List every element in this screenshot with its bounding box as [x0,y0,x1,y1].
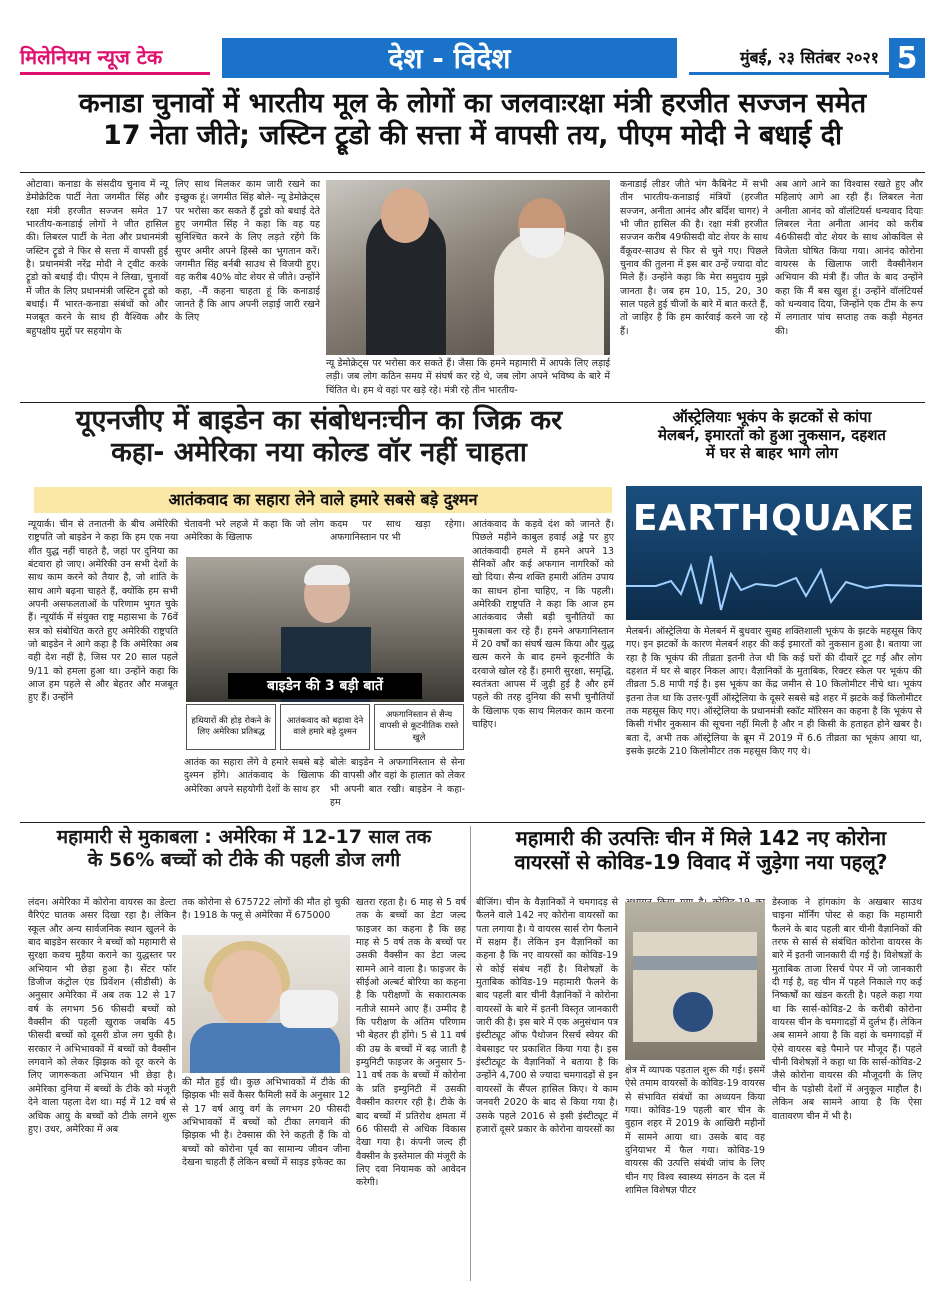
biden-point: आतंकवाद को बढ़ावा देने वाले हमारे बड़े दुश्मन [280,704,370,750]
divider [20,822,925,823]
story2-col2: चेतावनी भरे लहजे में कहा कि जो लोग अमेरिका के खिलाफ [184,519,324,544]
story2-subhead: आतंकवाद का सहारा लेने वाले हमारे सबसे बड़े दुश्मन [34,487,612,513]
section-title: देश - विदेश [222,38,677,78]
brand-name: मिलेनियम न्यूज टेक [20,41,210,75]
divider [20,172,925,173]
biden-point: अफगानिस्तान से सैन्य वापसी से कूटनीतिक रास्ते खुले [374,704,464,750]
story3-body: मेलबर्न। ऑस्ट्रेलिया के मेलबर्न में बुधवार सुबह शक्तिशाली भूकंप के झटके महसूस किए गए। इन झटकों के कारण मेलबर्न शहर की कई इमारतों को नुकसान हुआ है। बताया जा रहा है कि भूकंप की तीव्रता इतनी तेज थी कि कई घरों की दीवारें टूट गईं और लोग दहशत में घर से बाहर निकल आए। वैज्ञानिकों के मुताबिक, रिक्टर स्केल पर भूकंप की तीव्रता 5.8 मापी गई है। इस भूकंप का केंद्र जमीन से 10 किलोमीटर नीचे था। भूकंप इतना तेज था कि उत्तर-पूर्वी ऑस्ट्रेलिया के दूसरे सबसे बड़े शहर में झटके कई किलोमीटर तक महसूस किए गए। ऑस्ट्रेलिया के प्रधानमंत्री स्कॉट मॉरिसन का कहना है कि भूकंप से किसी गंभीर नुकसान की सूचना नहीं मिली है और न ही किसी के हताहत होने खबर है। बता दें, अभी तक ऑस्ट्रेलिया के ब्रूम में 2019 में 6.6 तीव्रता का भूकंप आया था, इसके झटके 210 किलोमीटर तक महसूस किए गए थे। [626,626,922,758]
story1-col4: कनाडाई लीडर जीते भंग कैबिनेट में सभी तीन भारतीय-कनाडाई मंत्रियों (हरजीत सज्जन, अनीता आनंद और बर्दिश चागर) ने भी जीत हासिल की है। रक्षा मंत्री हरजीत सज्जन करीब 49फीसदी वोट शेयर के साथ वैंकूवर-साउथ से फिर से चुने गए। पिछले चुनाव की तुलना में इस बार उन्हें ज्यादा वोट मिले हैं। उन्होंने कहा कि मेरा समुदाय मुझे जानता है। जब हम 10, 15, 20, 30 साल पहले हुई चीजों के बारे में बात करते हैं, तो जाहिर है कि हम कार्रवाई करने जा रहे हैं। [620,179,768,337]
institute-logo [673,992,713,1032]
story3-headline [622,408,922,462]
trudeau-modi-photo [326,180,610,355]
story4-headline-line1: महामारी से मुकाबला : अमेरिका में 12-17 साल तक [56,826,432,848]
story4-col2b: की मौत हुई थी। कुछ अभिभावकों में टीके की झिझक भीः सर्वे कैसर फैमिली सर्वे के अनुसार 12 से 17 वर्ष आयु वर्ग के लगभग 20 फीसदी अभिभावकों में बच्चों को टीका लगवाने की झिझक भी है। टेक्सास की रेने कहती हैं कि वो बच्चों को कोरोना पूर्व का सामान्य जीवन जीना देखना चाहती हैं लेकिन बच्चों में साइड इफेक्ट का [182,1077,350,1169]
story2-headline [24,405,614,470]
story5-col2b: क्षेत्र में व्यापक पड़ताल शुरू की गई। इसमें ऐसे तमाम वायरसों के कोविड-19 वायरस से संभावित संबंधों का अध्ययन किया गया। कोविड-19 पहली बार चीन के वुहान शहर में 2019 के आखिरी महीनों में सामने आया था। उसके बाद वह दुनियाभर में फैल गया। कोविड-19 वायरस की उत्पत्ति संबंधी जांच के लिए चीन गए विश्व स्वास्थ्य संगठन के दल में शामिल विशेषज्ञ पीटर [625,1065,765,1197]
person-figure [190,1023,340,1073]
building-sign [633,956,757,970]
story5-headline-line2: वायरसों से कोविड-19 विवाद में जुड़ेगा नया पहलू? [514,850,888,874]
person-head [381,188,429,243]
biden-points-banner: बाइडेन की 3 बड़ी बातें [228,673,422,699]
child-vaccine-photo [182,935,350,1073]
column-divider [470,826,471,1281]
story3-headline-line2: मेलबर्न, इमारतों को हुआ नुकसान, दहशत [658,426,886,444]
glove [280,990,338,1028]
biden-photo [186,557,464,702]
divider [20,402,925,403]
story1-col1: ओटावा। कनाडा के संसदीय चुनाव में न्यू डेमोक्रेटिक पार्टी नेता जगमीत सिंह और रक्षा मंत्री हरजीत सज्जन समेत 17 भारतीय-कनाडाई लोगों ने जीत हासिल की। लिबरल पार्टी के नेता और प्रधानमंत्री जस्टिन ट्रूडो ने फिर से सत्ता में वापसी हुई है। प्रधानमंत्री नरेंद्र मोदी ने ट्वीट करके ट्रूडो को बधाई दी। पीएम ने लिखा, चुनावों में जीत के लिए प्रधानमंत्री जस्टिन ट्रूडो को बधाई। मैं भारत-कनाडा संबंधों को और मजबूत करने के साथ ही वैश्विक और बहुपक्षीय मुद्दों पर सहयोग के [26,179,168,337]
story1-headline-line1: कनाडा चुनावों में भारतीय मूल के लोगों का जलवाःरक्षा मंत्री हरजीत सज्जन समेत [78,88,867,119]
earthquake-graphic [626,486,922,620]
earthquake-graphic-text: EARTHQUAKE [632,498,916,539]
story5-headline-line1: महामारी की उत्पत्तिः चीन में मिले 142 नए कोरोना [515,826,887,850]
story1-col5: अब आगे आने का विश्वास रखते हुए और महिलाएं आगे आ रही हैं। लिबरल नेता अनीता आनंद को वॉलंटियर्स धन्यवाद दियाः लिबरल नेता अनीता आनंद को करीब 46फीसदी वोट शेयर के साथ ओकविल से विजेता घोषित किया गया। आनंद कोरोना वायरस के खिलाफ जारी वैक्सीनेशन अभियान की मंत्री हैं। जीत के बाद उन्होंने कहा कि मैं बस खुश हूं। उन्होंने वॉलंटियर्स को धन्यवाद दिया, जिन्होंने एक टीम के रूप में लगातार पांच सप्ताह तक कड़ी मेहनत की। [775,179,923,337]
story5-col3: डेस्जाक ने हांगकांग के अखबार साउथ चाइना मॉर्निंग पोस्ट से कहा कि महामारी फैलने के बाद पहली बार चीनी वैज्ञानिकों की तरफ से सार्स से संबंधित कोरोना वायरस के बारे में इतनी जानकारी दी गई है। विशेषज्ञों के मुताबिक ताजा रिसर्च पेपर में जो जानकारी दी गई है, वह चीन में पहले निकाले गए कई निष्कर्षों का खंडन करती है। पहले कहा गया था कि सार्स-कोविड-2 के करीबी कोरोना वायरस चीन के चमगादड़ों में दुर्लभ हैं। लेकिन अब सामने आया है कि वहां के चमगादड़ों में ऐसे वायरस बड़े पैमाने पर मौजूद हैं। पहले चीनी विशेषज्ञों ने कहा था कि सार्स-कोविड-2 जैसे कोरोना वायरस की मौजूदगी के लिए चीन के पड़ोसी देशों में अनुकूल माहौल है। लेकिन अब सामने आया है कि ऐसा वातावरण चीन में भी है। [772,897,923,1122]
issue-date: मुंबई, २३ सितंबर २०२१ [689,41,889,75]
story1-headline [20,88,925,153]
story3-headline-line3: में घर से बाहर भागे लोग [705,444,839,462]
story4-col3: खतरा रहता है। 6 माह से 5 वर्ष तक के बच्चों का डेटा जल्द फाइजर का कहना है कि छह माह से 5 वर्ष तक के बच्चों पर उसकी वैक्सीन का डेटा जल्द सामने आने वाला है। फाइजर के सीईओ अल्बर्ट बोरिया का कहना है कि परीक्षणों के सकारात्मक नतीजे सामने आए हैं। उम्मीद है कि परीक्षण के अंतिम परिणाम भी बेहतर ही होंगे। 5 से 11 वर्ष की उम्र के बच्चों में बढ़ जाती है इम्युनिटी फाइजर के अनुसार 5-11 वर्ष तक के बच्चों में कोरोना के प्रति इम्युनिटी में उसकी वैक्सीन कारगर रही है। टीके के बाद बच्चों में प्रतिरोध क्षमता में 66 फीसदी से अधिक विकास देखा गया है। कंपनी जल्द ही वैक्सीन के इस्तेमाल की मंजूरी के लिए दवा नियामक को आवेदन करेगी। [356,897,466,1189]
story3-headline-line1: ऑस्ट्रेलियाः भूकंप के झटकों से कांपा [672,408,872,426]
story5-headline [476,826,926,874]
person-head [212,950,282,1028]
story2-col3: कदम पर साथ खड़ा रहेगा। अफगानिस्तान पर भी [330,519,465,544]
person-hair [304,565,350,585]
story2-headline-line1: यूएनजीए में बाइडेन का संबोधनःचीन का जिक्र कर [75,405,563,436]
biden-point: हथियारों की होड़ रोकने के लिए अमेरिका प्रतिबद्ध [186,704,276,750]
story1-headline-line2: 17 नेता जीते; जस्टिन ट्रूडो की सत्ता में वापसी तय, पीएम मोदी ने बधाई दी [102,120,843,152]
story2-col1: न्यूयार्क। चीन से तनातनी के बीच अमेरिकी राष्ट्रपति जो बाइडेन ने कहा कि हम एक नया शीत युद्ध नहीं चाहते है, जहां पर दुनिया का बंटवारा हो जाए। अमेरिकी उन सभी देशों के साथ काम करने को तैयार है, जो शांति के साथ आगे बढ़ना चाहते हैं, क्योंकि हम सभी अपनी असफलताओं के परिणाम भुगत चुके हैं। न्यूयॉर्क में संयुक्त राष्ट्र महासभा के 76वें सत्र को संबोधित करते हुए अमेरिकी राष्ट्रपति जो बाइडेन ने आगे कहा है कि अमेरिका अब वही देश नहीं है, जिस पर 20 साल पहले 9/11 को हमला हुआ था। उन्होंने कहा कि आज हम पहले से और बेहतर और मजबूत हुए हैं। उन्होंने [28,519,178,704]
masthead [20,38,925,78]
story2-col4: आतंकवाद के कड़वे दंश को जानते हैं। पिछले महीने काबुल हवाई अड्डे पर हुए आतंकवादी हमले में हमने अपने 13 सैनिकों और कई अफगान नागरिकों को खो दिया। सैन्य शक्ति हमारी अंतिम उपाय का साधन होना चाहिए, न कि पहली। अमेरिकी राष्ट्रपति ने कहा कि आज हम आतंकवाद जैसी बड़ी चुनौतियों का मुकाबला कर रहे हैं। हमने अफगानिस्तान में 20 वर्षों का संघर्ष खत्म किया और युद्ध खत्म करने के बाद हमने कूटनीति के दरवाजे खोल रहे हैं। हमारी सुरक्षा, समृद्धि, स्वतंत्रता आपस में जुड़ी हुई है और हमें पहले की तरह दुनिया की सभी चुनौतियों के खिलाफ एक साथ मिलकर काम करना चाहिए। [472,519,614,731]
story4-col2: तक कोरोना से 675722 लोगों की मौत हो चुकी है। 1918 के फ्लू से अमेरिका में 675000 [182,897,350,922]
story1-col3: न्यू डेमोक्रेट्स पर भरोसा कर सकते हैं। जैसा कि हमने महामारी में आपके लिए लड़ाई लड़ी। जब लोग कठिन समय में संघर्ष कर रहे थे, जब लोग अपने भविष्य के बारे में चिंतित थे। हम थे वहां पर खड़े रहे। मंत्री रहे तीन भारतीय- [326,358,610,396]
story1-col2: लिए साथ मिलकर काम जारी रखने का इच्छुक हूं। जगमीत सिंह बोले- न्यू डेमोक्रेट्स पर भरोसा कर सकते हैं ट्रूडो को बधाई देते हुए जगमीत सिंह ने कहा कि वह यह सुनिश्चित करने के लिए लड़ते रहेंगे कि सुपर अमीर अपने हिस्से का भुगतान करें। जगमीत सिंह बर्नबी साउथ से विजयी हुए। वह करीब 40% वोट शेयर से जीते। उन्होंने कहा, -मैं कहना चाहता हूं कि कनाडाई जानते हैं कि आप अपनी लड़ाई जारी रखने के लिए [175,179,320,324]
story2-col3b: बोलेः बाइडेन ने अफगानिस्तान से सेना की वापसी और वहां के हालात को लेकर भी अपनी बात रखी। बाइडेन ने कहा- हम [330,757,465,809]
story2-col2b: आतंक का सहारा लेंगे वे हमारे सबसे बड़े दुश्मन होंगे। आतंकवाद के खिलाफ अमेरिका अपने सहयोगी देशों के साथ हर [184,757,324,795]
story2-headline-line2: कहा- अमेरिका नया कोल्ड वॉर नहीं चाहता [111,437,527,469]
biden-points [186,704,464,750]
page-number: 5 [889,38,925,78]
story5-col1: बीजिंग। चीन के वैज्ञानिकों ने चमगादड़ से फैलने वाले 142 नए कोरोना वायरसों का पता लगाया है। ये वायरस सार्स रोग फैलाने में सक्षम हैं। लेकिन इन वैज्ञानिकों का कहना है कि नए वायरसों का कोविड-19 से कोई संबंध नहीं है। विशेषज्ञों के मुताबिक कोविड-19 महामारी फैलने के बाद पहली बार चीनी वैज्ञानिकों ने कोरोना वायरसों के बारे में इतनी विस्तृत जानकारी जारी की है। इस बारे में एक अनुसंधान पत्र इंस्टीट्यूट ऑफ पैथोजन रिसर्च स्वेयर की वेबसाइट पर प्रकाशित किया गया है। इस इंस्टीट्यूट के वैज्ञानिकों ने बताया है कि उन्होंने 4,700 से ज्यादा चमगादड़ों से इन वायरसों के सैंपल हासिल किए। ये काम जनवरी 2020 के बाद से किया गया है। उसके पहले 2016 से इसी इंस्टीट्यूट में हजारों दूसरे प्रकार के कोरोना वायरसों का [476,897,618,1135]
story4-headline [24,826,464,872]
story4-headline-line2: के 56% बच्चों को टीके की पहली डोज लगी [87,848,401,871]
virology-institute-photo [625,902,765,1060]
story4-col1: लंदन। अमेरिका में कोरोना वायरस का डेल्टा वैरिएंट घातक असर दिखा रहा है। लेकिन स्कूल और अन्य सार्वजनिक स्थान खुलने के बाद बाइडेन सरकार ने बच्चों को महामारी से सुरक्षा कवच मुहैया कराने का युद्धस्तर पर अभियान भी छेड़ा हुआ है। सेंटर फॉर डिजीज कंट्रोल एंड प्रिवेंशन (सीडीसी) के अनुसार अमेरिका में अब तक 12 से 17 वर्ष के लगभग 56 फीसदी बच्चों को वैक्सीन की पहली खुराक जबकि 45 फीसदी बच्चों को दूसरी डोज लग चुकी है। सरकार ने अभिभावकों में बच्चों को वैक्सीन लगवाने को लेकर झिझक को दूर करने के लिए जागरूकता अभियान भी छेड़ा है। अमेरिका दुनिया में बच्चों के टीके को मंजूरी देने वाला पहला देश था। मई में 12 वर्ष से अधिक आयु के बच्चों को टीके लगने शुरू हुए। उधर, अमेरिका में अब [28,897,176,1135]
seismograph-line [626,486,922,620]
